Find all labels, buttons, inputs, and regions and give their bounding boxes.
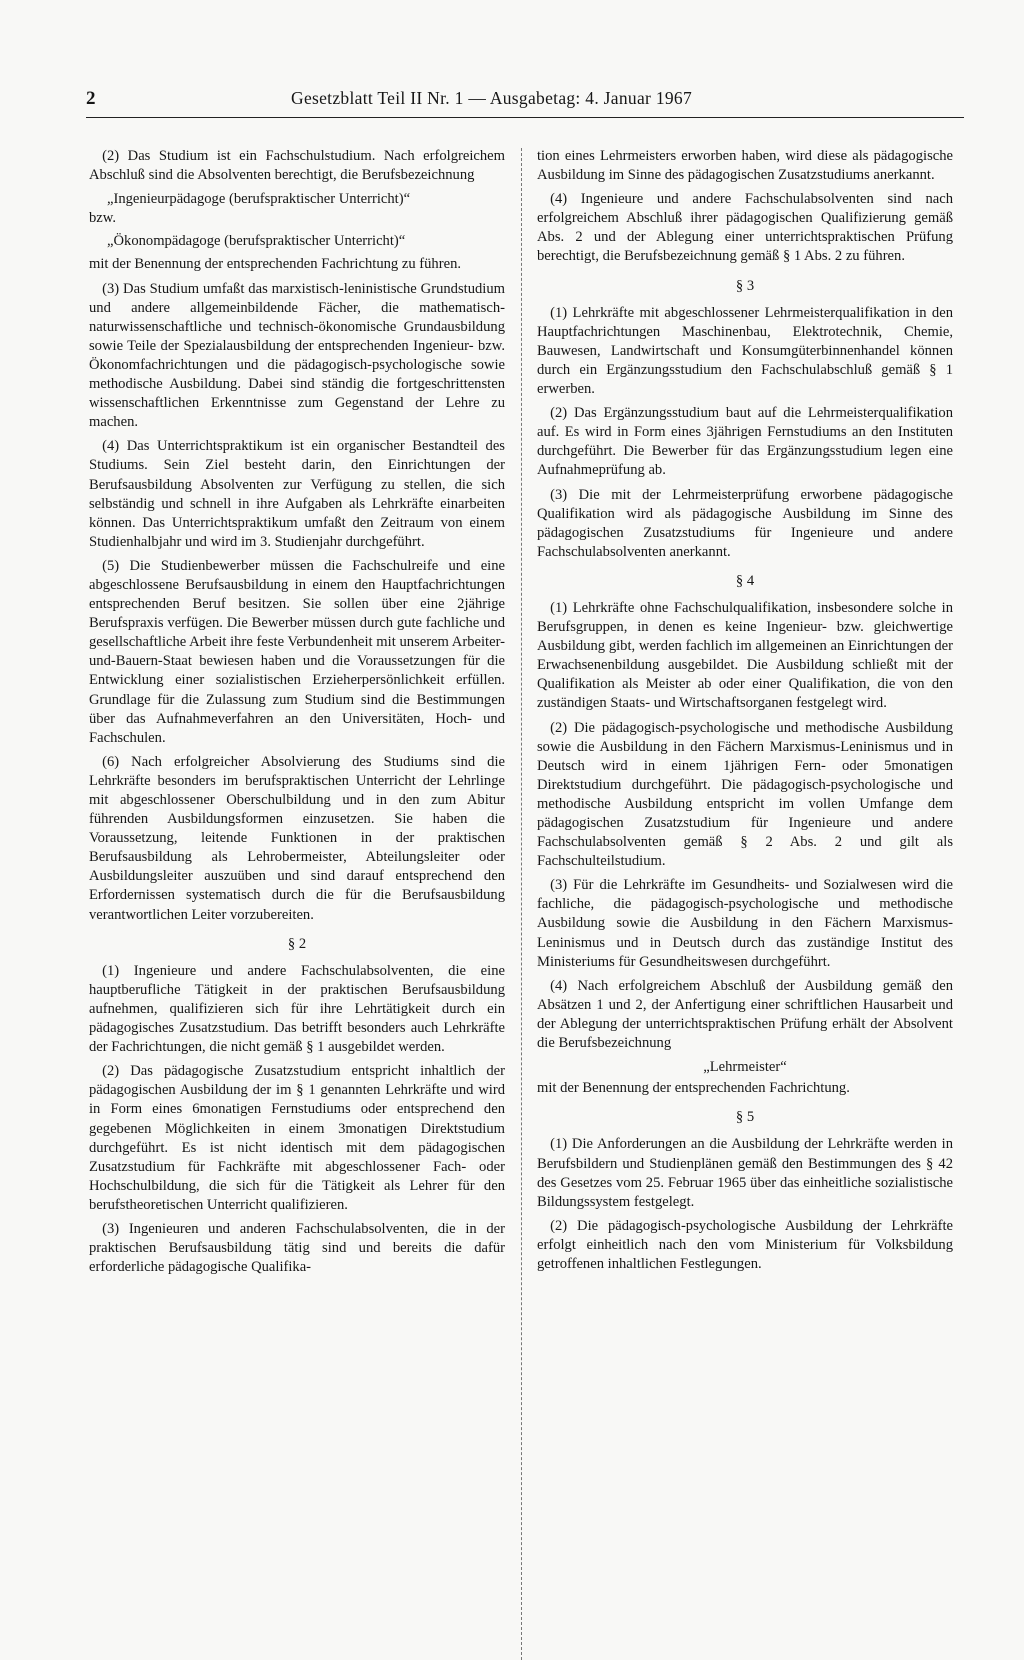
paragraph: (3) Ingenieuren und anderen Fachschulabsolventen, die in der praktischen Berufsausbildung tätig sind und bereits die dafür erforderliche pädagogische Qualifika- [89, 1220, 505, 1276]
paragraph: (2) Das pädagogische Zusatzstudium entspricht inhaltlich der pädagogischen Ausbildung der im § 1 genannten Lehrkräfte und wird in Form eines 6monatigen Fernstudiums oder entsprechend den gegebenen Möglichkeiten in einem 3monatigen Direktstudium durchgeführt. Es ist nicht identisch mit dem pädagogischen Zusatzstudium für Fachkräfte mit abgeschlossener Fach- oder Hochschulbildung, die sich für die Tätigkeit als Lehrer für den berufstheoretischen Unterricht qualifizieren. [89, 1063, 505, 1213]
section-heading: § 3 [735, 277, 755, 294]
paragraph: (1) Lehrkräfte ohne Fachschulqualifikation, insbesondere solche in Berufsgruppen, in denen es keine Ingenieur- bzw. gleichwertige Ausbildung gibt, werden fachlich im allgemeinen an Einrichtungen der Erwachsenenbildung ausgebildet. Die Ausbildung schließt mit der Qualifikation als Meister ab oder einer Qualifikation, die von den zuständigen Staats- und Wirtschaftsorganen festgelegt wird. [537, 599, 953, 712]
paragraph: (4) Das Unterrichtspraktikum ist ein organischer Bestandteil des Studiums. Sein Ziel besteht darin, den Einrichtungen der Berufsausbildung Absolventen zur Verfügung zu stellen, die sich selbständig und schnell in ihre Aufgaben als Lehrkräfte einarbeiten können. Das Unterrichtspraktikum umfaßt den Zeitraum von einem Studienhalbjahr und wird im 3. Studienjahr durchgeführt. [89, 438, 505, 550]
right-column [537, 147, 953, 1279]
section-heading: § 4 [735, 572, 755, 589]
paragraph: (3) Die mit der Lehrmeisterprüfung erworbene pädagogische Qualifikation wird als pädagogische Ausbildung im Sinne des pädagogischen Zusatzstudiums für Ingenieure und andere Fachschulabsolventen anerkannt. [537, 486, 953, 560]
paragraph: (3) Das Studium umfaßt das marxistisch-leninistische Grundstudium und andere allgemeinbildende Fächer, die mathematisch-naturwissenschaftliche und technisch-ökonomische Grundausbildung sowie Teile der Spezialausbildung der entsprechenden Ingenieur- bzw. Ökonomfachrichtungen und die pädagogisch-psychologische sowie methodische Ausbildung. Dabei sind ständig die fortgeschrittensten wissenschaftlichen Erkenntnisse zum Gegenstand der Lehre zu machen. [89, 280, 505, 431]
job-title: „Ingenieurpädagoge (berufspraktischer Unterricht)“ [107, 191, 411, 208]
paragraph: (2) Das Studium ist ein Fachschulstudium. Nach erfolgreichem Abschluß sind die Absolventen berechtigt, die Berufsbezeichnung [89, 148, 505, 184]
paragraph: (2) Die pädagogisch-psychologische Ausbildung der Lehrkräfte erfolgt einheitlich nach den vom Ministerium für Volksbildung getroffenen inhaltlichen Festlegungen. [537, 1217, 953, 1272]
paragraph: bzw. [89, 210, 117, 227]
paragraph: (3) Für die Lehrkräfte im Gesundheits- und Sozialwesen wird die fachliche, die pädagogisch-psychologische und methodische Ausbildung sowie die Ausbildung in den Fächern Marxismus-Leninismus und in Deutsch durch das zuständige Institut des Ministeriums für Gesundheitswesen durchgeführt. [537, 877, 953, 970]
paragraph: (4) Ingenieure und andere Fachschulabsolventen sind nach erfolgreichem Abschluß ihrer pädagogischen Qualifizierung gemäß Abs. 2 und der Ablegung einer unterrichtspraktischen Prüfung berechtigt, die Berufsbezeichnung gemäß § 1 Abs. 2 zu führen. [537, 191, 953, 265]
section-heading: § 5 [735, 1109, 755, 1126]
paragraph: mit der Benennung der entsprechenden Fachrichtung zu führen. [89, 256, 462, 273]
paragraph: (6) Nach erfolgreicher Absolvierung des Studiums sind die Lehrkräfte besonders im berufspraktischen Unterricht der Lehrlinge mit abgeschlossener Oberschulbildung und in den zum Abitur führenden Ausbildungsformen einzusetzen. Sie haben die Voraussetzung, leitende Funktionen in der praktischen Berufsausbildung als Lehrobermeister, Abteilungsleiter oder Ausbildungsleiter auszuüben und sind darauf entsprechend den Erfordernissen systematisch durch die für die Berufsausbildung verantwortlichen Leiter vorzubereiten. [89, 753, 505, 923]
job-title: „Ökonompädagoge (berufspraktischer Unterricht)“ [107, 233, 406, 250]
running-title: Gesetzblatt Teil II Nr. 1 — Ausgabetag: 4. Januar 1967 [291, 88, 693, 108]
paragraph: (1) Lehrkräfte mit abgeschlossener Lehrmeisterqualifikation in den Hauptfachrichtungen Maschinenbau, Elektrotechnik, Chemie, Bauwesen, Landwirtschaft und Konsumgüterbinnenhandel können durch ein Ergänzungsstudium den Fachschulabschluß gemäß § 1 erwerben. [537, 304, 953, 398]
paragraph: (2) Das Ergänzungsstudium baut auf die Lehrmeisterqualifikation auf. Es wird in Form eines 3jährigen Fernstudiums an den Instituten durchgeführt. Die Bewerber für das Ergänzungsstudium legen eine Aufnahmeprüfung ab. [537, 405, 953, 479]
paragraph: (2) Die pädagogisch-psychologische und methodische Ausbildung sowie die Ausbildung in den Fächern Marxismus-Leninismus und in Deutsch wird in einem 1jährigen Fern- oder 5monatigen Direktstudium durchgeführt. Die pädagogisch-psychologische und methodische Ausbildung entspricht im vollen Umfange dem pädagogischen Zusatzstudium für Ingenieure und andere Fachschulabsolventen gemäß § 2 Abs. 2 und gilt als Fachschulteilstudium. [537, 719, 953, 870]
section-heading: § 2 [287, 935, 307, 952]
left-column [89, 147, 505, 1282]
paragraph: (5) Die Studienbewerber müssen die Fachschulreife und eine abgeschlossene Berufsausbildung in einem den Hauptfachrichtungen entsprechenden Beruf besitzen. Sie sollen über eine 2jährige Berufspraxis verfügen. Die Bewerber müssen durch gute fachliche und gesellschaftliche Arbeit ihre feste Verbundenheit mit unserem Arbeiter-und-Bauern-Staat bewiesen haben und die Voraussetzungen für die Entwicklung einer sozialistischen Erzieherpersönlichkeit erfüllen. Grundlage für die Zulassung zum Studium sind die Bestimmungen über das Aufnahmeverfahren an den Universitäten, Hoch- und Fachschulen. [89, 557, 505, 746]
page-header [86, 88, 964, 112]
paragraph: (1) Die Anforderungen an die Ausbildung der Lehrkräfte werden in Berufsbildern und Studienplänen gemäß den Bestimmungen des § 42 des Gesetzes vom 25. Februar 1965 über das einheitliche sozialistische Bildungssystem festgelegt. [537, 1136, 953, 1210]
paragraph: (4) Nach erfolgreichem Abschluß der Ausbildung gemäß den Absätzen 1 und 2, der Anfertigung einer schriftlichen Hausarbeit und der Ablegung der unterrichtspraktischen Prüfung erhält der Absolvent die Berufsbezeichnung [537, 977, 953, 1052]
column-divider [521, 148, 522, 1660]
header-rule [86, 117, 964, 118]
page-number: 2 [86, 88, 96, 109]
job-title: „Lehrmeister“ [703, 1059, 787, 1076]
paragraph: mit der Benennung der entsprechenden Fachrichtung. [537, 1080, 850, 1097]
paragraph: tion eines Lehrmeisters erworben haben, wird diese als pädagogische Ausbildung im Sinne des pädagogischen Zusatzstudiums anerkannt. [537, 148, 953, 184]
paragraph: (1) Ingenieure und andere Fachschulabsolventen, die eine hauptberufliche Tätigkeit in der praktischen Berufsausbildung aufnehmen, qualifizieren sich für ihre Lehrtätigkeit durch ein pädagogisches Zusatzstudium. Das betrifft besonders auch Lehrkräfte der Fachrichtungen, die nicht gemäß § 1 ausgebildet werden. [89, 962, 505, 1056]
